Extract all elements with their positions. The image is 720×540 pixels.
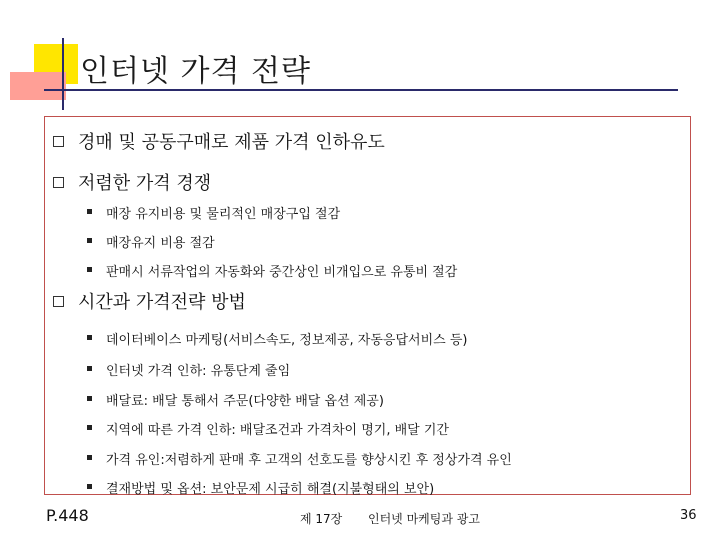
sub-bullet-square-icon xyxy=(87,209,92,214)
sub-bullet-item: 매장 유지비용 및 물리적인 매장구입 절감 xyxy=(106,207,341,222)
sub-bullet-square-icon xyxy=(87,366,92,371)
sub-bullet-item: 가격 유인:저렴하게 판매 후 고객의 선호도를 향상시킨 후 정상가격 유인 xyxy=(106,453,512,468)
sub-bullet-item: 데이터베이스 마케팅(서비스속도, 정보제공, 자동응답서비스 등) xyxy=(106,333,468,348)
title-decoration-vertical-line xyxy=(62,38,64,110)
sub-bullet-square-icon xyxy=(87,238,92,243)
sub-bullet-item: 매장유지 비용 절감 xyxy=(106,236,215,251)
sub-bullet-square-icon xyxy=(87,484,92,489)
sub-bullet-item: 결재방법 및 옵션: 보안문제 시급히 해결(지불형태의 보안) xyxy=(106,482,435,497)
slide-title: 인터넷 가격 전략 xyxy=(80,54,311,89)
sub-bullet-item: 인터넷 가격 인하: 유통단계 줄임 xyxy=(106,364,291,379)
title-decoration-red xyxy=(10,72,66,100)
bullet-box-icon xyxy=(53,296,64,307)
bullet-box-icon xyxy=(53,136,64,147)
sub-bullet-square-icon xyxy=(87,425,92,430)
bullet-box-icon xyxy=(53,177,64,188)
sub-bullet-square-icon xyxy=(87,455,92,460)
slide-number: 36 xyxy=(680,508,697,523)
footer-subject: 인터넷 마케팅과 광고 xyxy=(368,512,480,526)
sub-bullet-item: 판매시 서류작업의 자동화와 중간상인 비개입으로 유통비 절감 xyxy=(106,265,458,280)
bullet-item-2: 저렴한 가격 경쟁 xyxy=(78,173,212,194)
sub-bullet-square-icon xyxy=(87,335,92,340)
sub-bullet-square-icon xyxy=(87,396,92,401)
sub-bullet-item: 배달료: 배달 통해서 주문(다양한 배달 옵션 제공) xyxy=(106,394,384,409)
footer-chapter: 제 17장 xyxy=(300,512,343,526)
sub-bullet-square-icon xyxy=(87,267,92,272)
page-reference: P.448 xyxy=(46,506,89,525)
sub-bullet-item: 지역에 따른 가격 인하: 배달조건과 가격차이 명기, 배달 기간 xyxy=(106,423,449,438)
bullet-item-3: 시간과 가격전략 방법 xyxy=(78,292,246,313)
bullet-item-1: 경매 및 공동구매로 제품 가격 인하유도 xyxy=(78,132,385,153)
